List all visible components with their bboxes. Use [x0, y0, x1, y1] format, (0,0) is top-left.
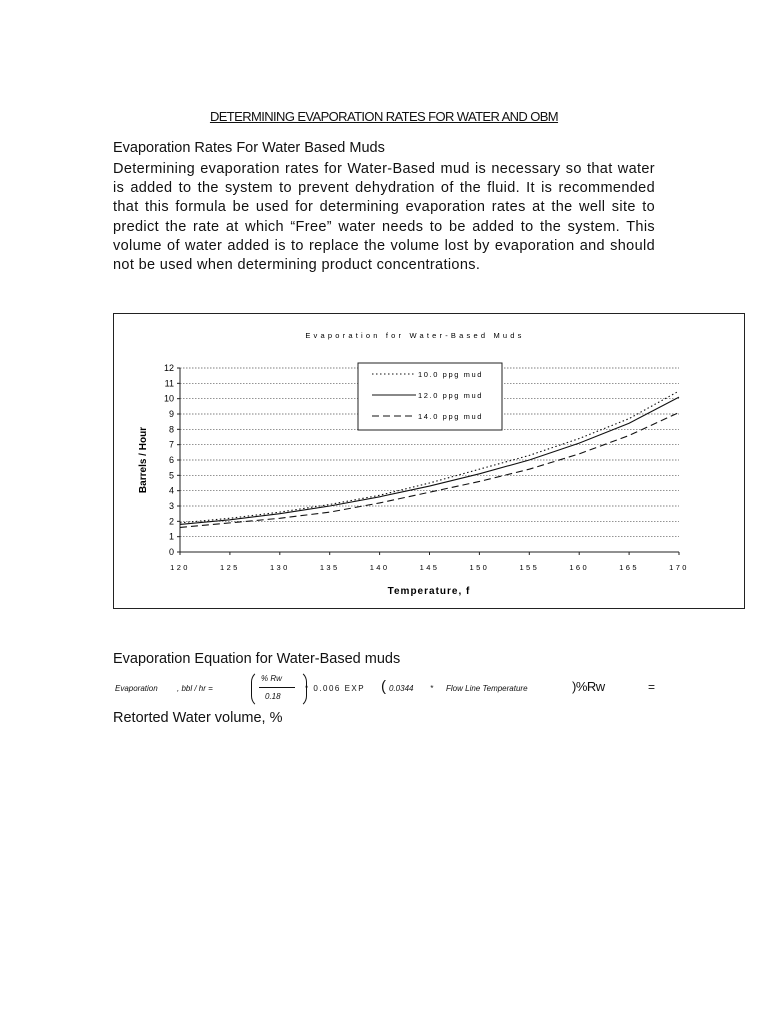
eq-frac-denominator: 0.18 — [265, 692, 281, 701]
x-tick-label: 120 — [170, 563, 190, 572]
y-tick-label: 7 — [168, 439, 174, 450]
eq-variable: Flow Line Temperature — [446, 684, 528, 693]
x-tick-label: 150 — [469, 563, 490, 572]
eq-equals: = — [648, 680, 656, 694]
legend-label-2: 12.0 ppg mud — [418, 391, 484, 400]
x-tick-label: 125 — [220, 563, 240, 572]
x-tick-label: 170 — [669, 563, 689, 572]
y-tick-label: 5 — [168, 470, 174, 481]
evaporation-chart — [113, 313, 745, 609]
y-tick-label: 11 — [164, 378, 174, 389]
x-tick-label: 140 — [369, 563, 390, 572]
chart-title: Evaporation for Water-Based Muds — [305, 331, 525, 340]
eq-fraction-bar — [259, 687, 295, 688]
x-tick-label: 135 — [319, 563, 340, 572]
eq-open-paren: ( — [381, 678, 386, 695]
section-heading-water-based: Evaporation Rates For Water Based Muds — [113, 140, 385, 156]
legend-label-3: 14.0 ppg mud — [418, 412, 484, 421]
chart-x-axis-label: Temperature, f — [387, 586, 471, 597]
y-tick-label: 1 — [168, 531, 174, 542]
eq-lhs-units: , bbl / hr = — [177, 684, 213, 693]
x-tick-label: 130 — [269, 563, 290, 572]
x-tick-label: 160 — [569, 563, 590, 572]
page-title: DETERMINING EVAPORATION RATES FOR WATER AND OBM — [209, 109, 559, 124]
eq-coefficient: 0.0344 — [389, 684, 414, 693]
chart-y-axis-label: Barrels / Hour — [138, 426, 149, 494]
y-tick-label: 4 — [168, 485, 174, 496]
y-tick-label: 6 — [168, 455, 174, 465]
eq-percent-rw: )%Rw — [572, 679, 605, 694]
eq-frac-numerator: % Rw — [261, 674, 282, 683]
eq-multiplier: * 0.006 EXP — [305, 684, 366, 693]
definition-text: Retorted Water volume, % — [113, 710, 283, 726]
y-tick-label: 8 — [168, 424, 174, 435]
x-tick-label: 145 — [419, 563, 440, 572]
y-tick-label: 2 — [168, 516, 174, 527]
section-heading-equation: Evaporation Equation for Water-Based muds — [113, 651, 401, 667]
evaporation-equation — [113, 670, 673, 710]
body-paragraph: Determining evaporation rates for Water-Based mud is necessary so that water is added to the system to prevent dehydration of the fluid. It is recommended that this formula be used for determining evaporation rates at the well site to predict the rate at which “Free” water needs to be added to the system. This volume of water added is to replace the volume lost by evaporation and should not be used when determining product concentrations. — [113, 161, 655, 274]
eq-times: * — [430, 684, 434, 693]
y-tick-label: 3 — [168, 501, 174, 511]
y-tick-label: 9 — [168, 409, 174, 419]
x-tick-label: 165 — [619, 563, 639, 572]
chart-svg — [114, 314, 744, 608]
y-tick-label: 0 — [168, 547, 174, 557]
y-tick-label: 12 — [163, 363, 174, 373]
eq-lhs-word: Evaporation — [115, 684, 158, 693]
x-tick-label: 155 — [519, 563, 540, 572]
legend-label-1: 10.0 ppg mud — [418, 370, 484, 379]
y-tick-label: 10 — [163, 393, 174, 404]
